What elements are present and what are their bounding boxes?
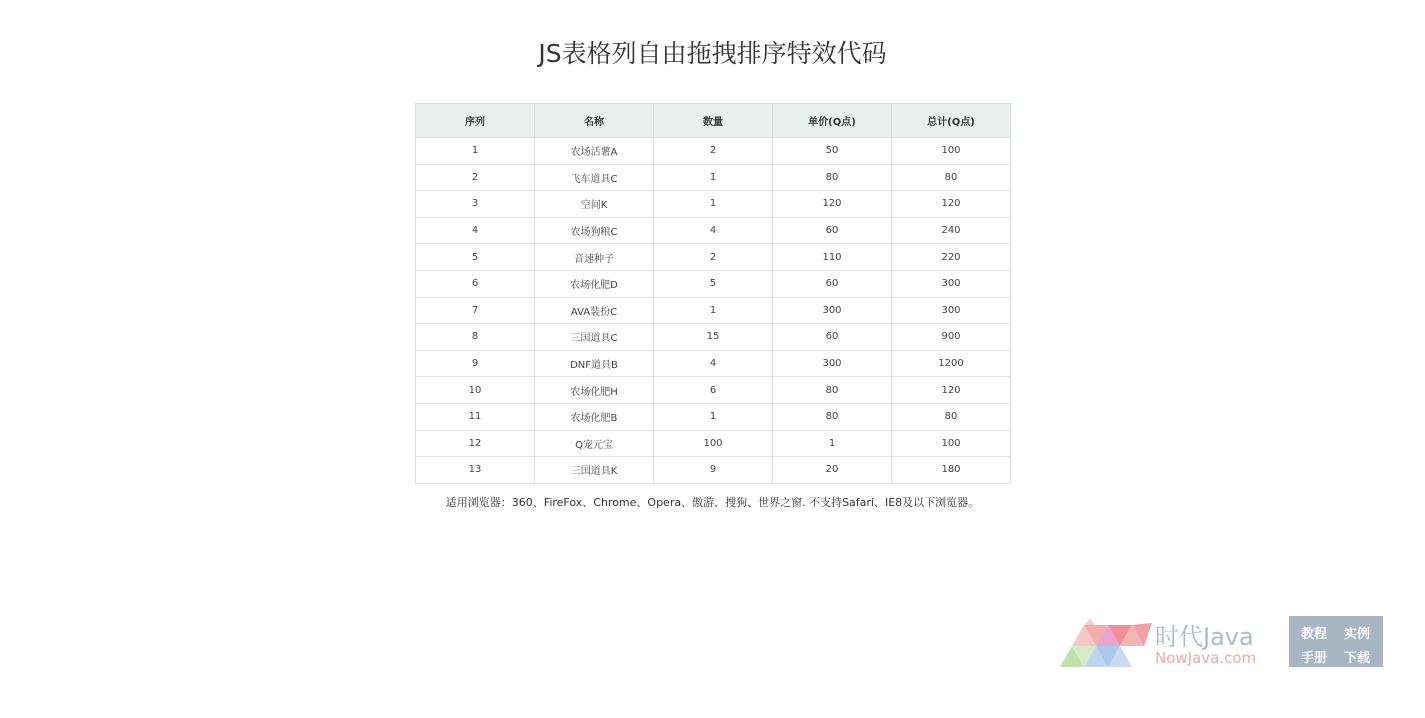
cell-quantity: 4 [654,350,773,377]
cell-unit-price: 300 [773,350,892,377]
tutorial-link[interactable]: 教程 [1301,627,1328,642]
cell-name: 空间K [535,191,654,218]
cell-name: AVA装扮C [535,297,654,324]
cell-total: 80 [892,403,1011,430]
cell-name: 飞车道具C [535,164,654,191]
watermark-link-box [1289,616,1383,667]
cell-index: 11 [416,403,535,430]
cell-unit-price: 60 [773,324,892,351]
cell-name: 农场活薯A [535,138,654,165]
cell-unit-price: 50 [773,138,892,165]
cell-index: 4 [416,217,535,244]
cell-name: 音速种子 [535,244,654,271]
cell-unit-price: 300 [773,297,892,324]
cell-index: 9 [416,350,535,377]
cell-name: 农场化肥D [535,270,654,297]
cell-unit-price: 110 [773,244,892,271]
cell-index: 7 [416,297,535,324]
cell-index: 1 [416,138,535,165]
table-row [416,164,1011,191]
cell-total: 100 [892,430,1011,457]
cell-total: 900 [892,324,1011,351]
column-header-unit-price[interactable]: 单价(Q点) [773,104,892,138]
cell-total: 120 [892,377,1011,404]
cell-quantity: 100 [654,430,773,457]
cell-quantity: 5 [654,270,773,297]
table-row [416,244,1011,271]
table-row [416,350,1011,377]
cell-unit-price: 60 [773,217,892,244]
cell-total: 300 [892,297,1011,324]
cell-unit-price: 80 [773,377,892,404]
cell-name: DNF道具B [535,350,654,377]
watermark-domain: NowJava.com [1155,649,1257,667]
browser-compatibility-note: 适用浏览器：360、FireFox、Chrome、Opera、傲游、搜狗、世界之窗. 不支持Safari、IE8及以下浏览器。 [445,496,980,509]
watermark-logo[interactable] [1060,616,1390,672]
cell-index: 3 [416,191,535,218]
table-row [416,377,1011,404]
cell-unit-price: 80 [773,403,892,430]
manual-link[interactable]: 手册 [1301,651,1328,666]
table-row [416,324,1011,351]
cell-total: 300 [892,270,1011,297]
cell-total: 80 [892,164,1011,191]
column-header-quantity[interactable]: 数量 [654,104,773,138]
example-link[interactable]: 实例 [1344,627,1371,642]
cell-total: 1200 [892,350,1011,377]
download-link[interactable]: 下载 [1344,651,1371,666]
cell-unit-price: 1 [773,430,892,457]
cell-quantity: 1 [654,164,773,191]
table-row [416,217,1011,244]
table-row [416,457,1011,484]
table-body [416,138,1011,484]
sortable-table-container [415,103,1011,484]
cell-name: 农场化肥H [535,377,654,404]
cell-total: 220 [892,244,1011,271]
column-header-index[interactable]: 序列 [416,104,535,138]
cell-index: 10 [416,377,535,404]
cell-index: 2 [416,164,535,191]
cell-quantity: 4 [654,217,773,244]
cell-total: 240 [892,217,1011,244]
cell-unit-price: 60 [773,270,892,297]
watermark-site-name: 时代Java [1155,623,1254,651]
table-row [416,297,1011,324]
sortable-table [415,103,1011,484]
cell-name: Q宠元宝 [535,430,654,457]
column-header-total[interactable]: 总计(Q点) [892,104,1011,138]
cell-quantity: 2 [654,138,773,165]
cell-index: 13 [416,457,535,484]
cell-index: 12 [416,430,535,457]
cell-unit-price: 20 [773,457,892,484]
column-header-name[interactable]: 名称 [535,104,654,138]
cell-quantity: 1 [654,297,773,324]
table-row [416,138,1011,165]
page-title: JS表格列自由拖拽排序特效代码 [538,39,887,68]
cell-quantity: 15 [654,324,773,351]
cell-index: 5 [416,244,535,271]
table-row [416,403,1011,430]
table-row [416,191,1011,218]
cell-total: 180 [892,457,1011,484]
cell-quantity: 9 [654,457,773,484]
cell-quantity: 1 [654,403,773,430]
cell-index: 6 [416,270,535,297]
cell-quantity: 2 [654,244,773,271]
cell-total: 120 [892,191,1011,218]
cell-name: 三国道具C [535,324,654,351]
triangle-logo-icon [1060,619,1152,667]
table-row [416,270,1011,297]
cell-quantity: 1 [654,191,773,218]
table-row [416,430,1011,457]
cell-total: 100 [892,138,1011,165]
cell-quantity: 6 [654,377,773,404]
cell-name: 农场狗粮C [535,217,654,244]
cell-index: 8 [416,324,535,351]
cell-name: 农场化肥B [535,403,654,430]
cell-unit-price: 120 [773,191,892,218]
table-header [416,104,1011,138]
header-row [416,104,1011,138]
cell-name: 三国道具K [535,457,654,484]
cell-unit-price: 80 [773,164,892,191]
